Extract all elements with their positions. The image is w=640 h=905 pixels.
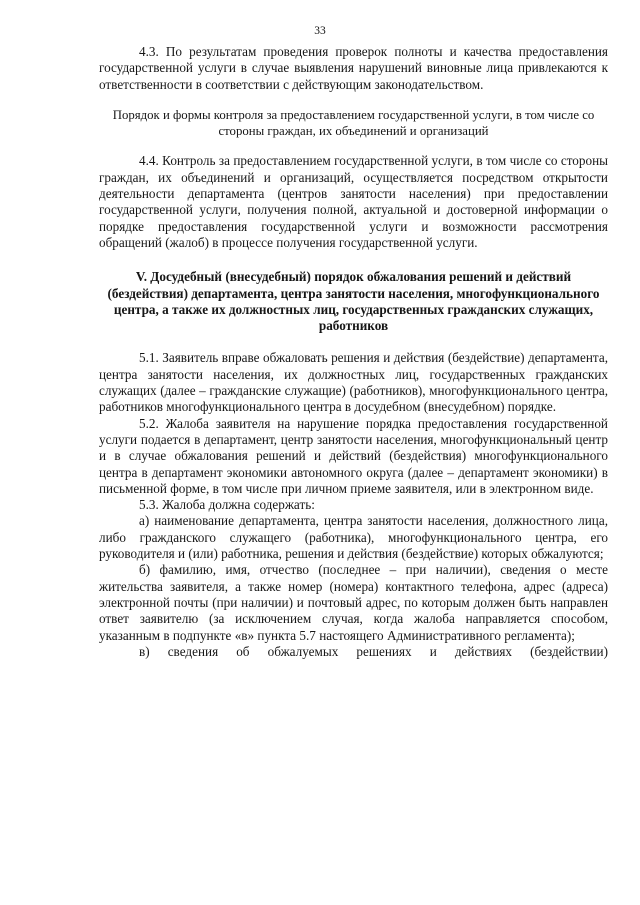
paragraph-5-3-v: в) сведения об обжалуемых решениях и действиях (бездействии) bbox=[139, 643, 608, 659]
document-body bbox=[99, 44, 608, 660]
paragraph-5-1: 5.1. Заявитель вправе обжаловать решения и действия (бездействие) департамента, центра занятости населения, их должностных лиц, государственных гражданских служащих (далее – гражданские служащие) (работников), многофункционального центра, работников многофункционального центра в досудебном (внесудебном) порядке. bbox=[99, 350, 608, 415]
section-v-title: V. Досудебный (внесудебный) порядок обжалования решений и действий (бездействия) департамента, центра занятости населения, многофункционального центра, а также их должностных лиц, государственных гражданских служащих, работников bbox=[107, 269, 600, 334]
paragraph-5-3: 5.3. Жалоба должна содержать: bbox=[139, 497, 315, 513]
paragraph-5-3-b: б) фамилию, имя, отчество (последнее – при наличии), сведения о месте жительства заявителя, а также номер (номера) контактного телефона, адрес (адреса) электронной почты (при наличии) и почтовый адрес, по которым должен быть направлен ответ заявителю (за исключением случая, когда жалоба направляется способом, указанным в подпункте «в» пункта 5.7 настоящего Административного регламента); bbox=[99, 562, 608, 643]
paragraph-4-4: 4.4. Контроль за предоставлением государственной услуги, в том числе со стороны граждан, их объединений и организаций, осуществляется посредством открытости деятельности департамента (центров занятости населения) при предоставлении государственной услуги, получения полной, актуальной и достоверной информации о порядке предоставления государственной услуги и возможности рассмотрения обращений (жалоб) в процессе получения государственной услуги. bbox=[99, 153, 608, 250]
subheading-control-forms: Порядок и формы контроля за предоставлением государственной услуги, в том числе со стороны граждан, их объединений и организаций bbox=[112, 107, 595, 139]
page-number: 33 bbox=[314, 25, 326, 37]
paragraph-5-3-a: а) наименование департамента, центра занятости населения, должностного лица, либо гражданского служащего (работника), многофункционального центра, его руководителя и (или) работника, решения и действия (бездействие) которых обжалуются; bbox=[99, 513, 608, 562]
paragraph-4-3: 4.3. По результатам проведения проверок полноты и качества предоставления государственной услуги в случае выявления нарушений виновные лица привлекаются к ответственности в соответствии с действующим законодательством. bbox=[99, 44, 608, 92]
paragraph-5-2: 5.2. Жалоба заявителя на нарушение порядка предоставления государственной услуги подается в департамент, центр занятости населения, многофункциональный центр и в случае обжалования решений и действий (бездействия) многофункционального центра в департамент экономики автономного округа (далее – департамент экономики) в письменной форме, в том числе при личном приеме заявителя, или в электронном виде. bbox=[99, 415, 608, 496]
